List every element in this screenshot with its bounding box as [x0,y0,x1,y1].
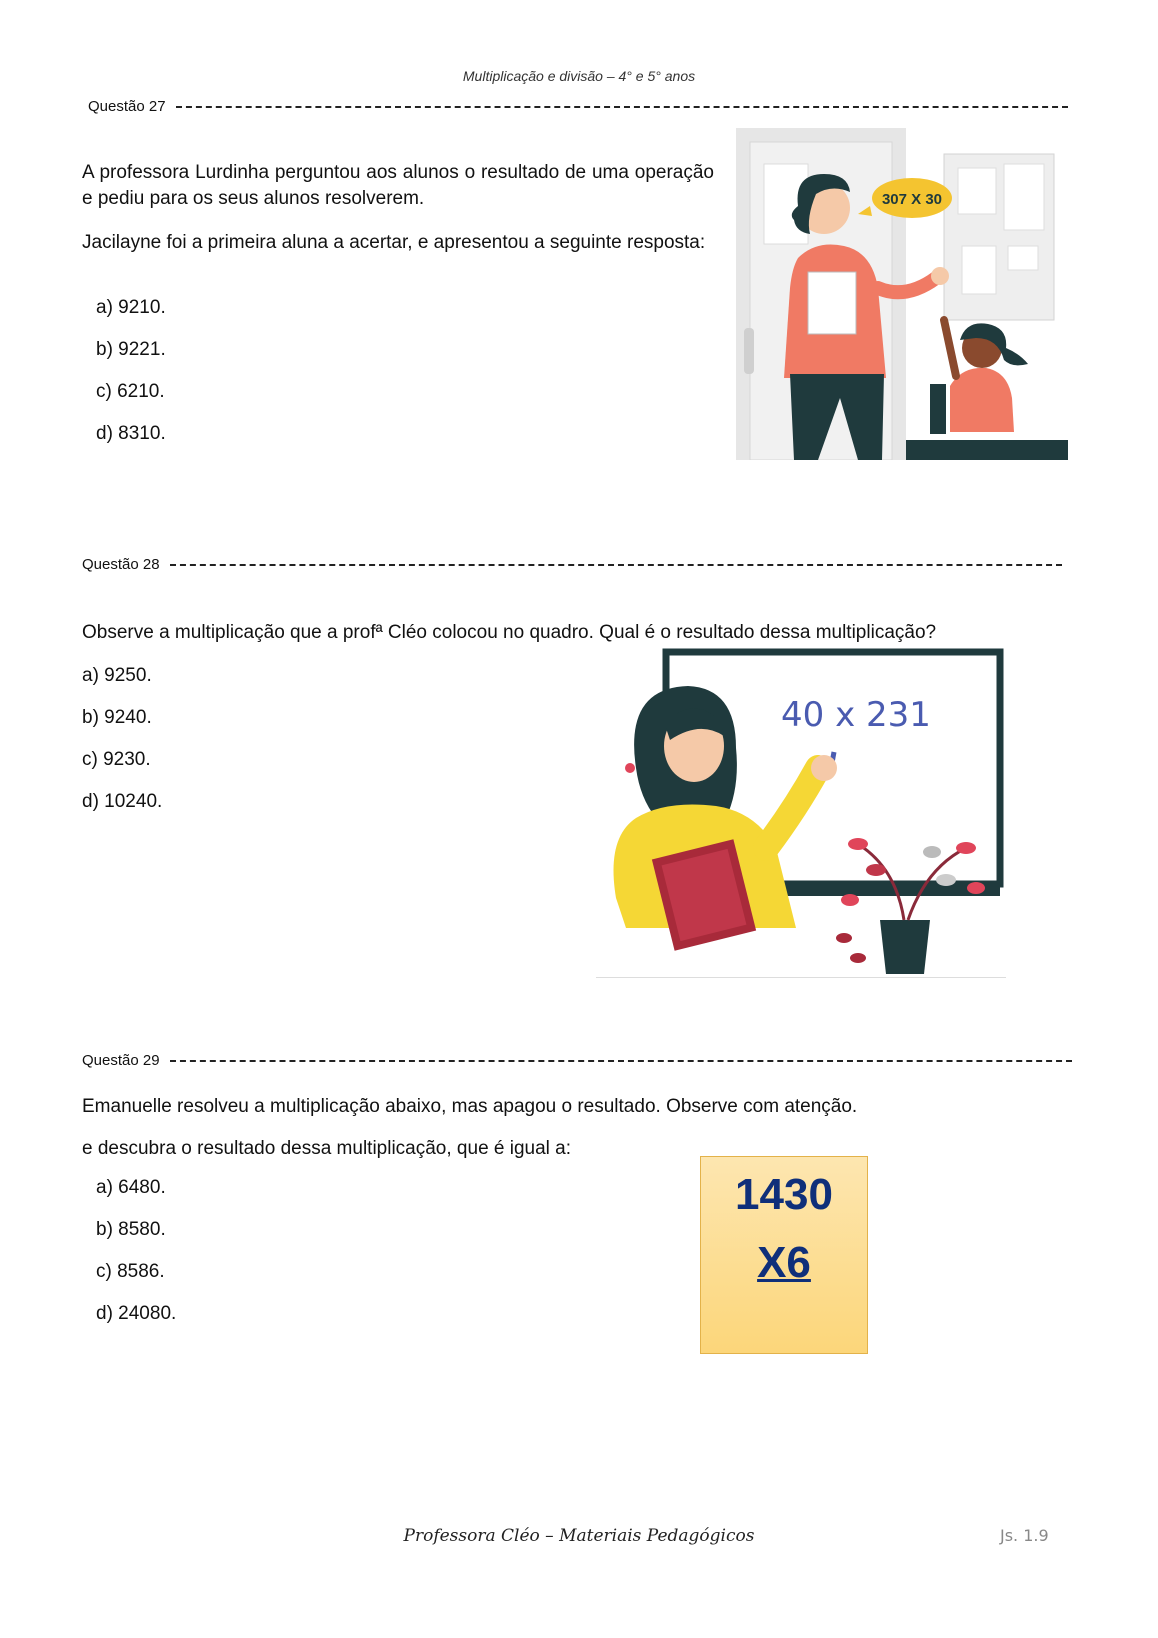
option-b[interactable]: b) 9221. [96,339,166,360]
question-29-text-1: Emanuelle resolveu a multiplicação abaixo, mas apagou o resultado. Observe com atenção. [82,1096,858,1117]
teacher-student-svg [736,128,1068,460]
question-29-label: Questão 29 [82,1052,160,1069]
option-d[interactable]: d) 24080. [96,1303,177,1324]
option-a[interactable]: a) 9210. [96,297,166,318]
teacher-whiteboard-illustration [596,648,1006,978]
question-28-heading [82,556,1062,573]
question-27-text-2 [82,230,714,256]
whiteboard-expression: 40 x 231 [781,695,931,735]
option-d[interactable]: d) 10240. [82,791,163,812]
option-a[interactable]: a) 9250. [82,665,152,686]
teacher-whiteboard-svg [596,648,1006,978]
question-29-options [96,1176,176,1344]
question-27-label: Questão 27 [88,98,166,115]
teacher-student-illustration [736,128,1068,460]
question-29-text-2: e descubra o resultado dessa multiplicação, que é igual a: [82,1138,572,1159]
question-27-text-2-content: Jacilayne foi a primeira aluna a acertar, e apresentou a seguinte resposta: [82,232,706,253]
page-number: Js. 1.9 [1000,1526,1049,1545]
question-27-heading [88,98,1068,115]
option-b[interactable]: b) 8580. [96,1219,166,1240]
question-27-text-1: A professora Lurdinha perguntou aos alunos o resultado de uma operação e pediu para os seus alunos resolverem. [82,162,714,209]
dashed-divider [176,106,1068,108]
question-27-options [96,296,166,464]
question-29-heading [82,1052,1072,1069]
option-c[interactable]: c) 8586. [96,1261,165,1282]
multiplication-box [700,1156,868,1354]
option-d[interactable]: d) 8310. [96,423,166,444]
footer-text: Professora Cléo – Materiais Pedagógicos [403,1526,755,1546]
question-28-text: Observe a multiplicação que a profª Cléo colocou no quadro. Qual é o resultado dessa multiplicação? [82,622,937,643]
question-28-options [82,664,162,832]
dashed-divider [170,1060,1072,1062]
multiplier: X6 [757,1238,811,1287]
option-a[interactable]: a) 6480. [96,1177,166,1198]
option-b[interactable]: b) 9240. [82,707,152,728]
question-28-label: Questão 28 [82,556,160,573]
bubble-expression: 307 X 30 [881,191,943,208]
dashed-divider [170,564,1062,566]
document-header: Multiplicação e divisão – 4° e 5° anos [462,68,696,84]
option-c[interactable]: c) 9230. [82,749,151,770]
multiplicand: 1430 [735,1170,833,1219]
option-c[interactable]: c) 6210. [96,381,165,402]
